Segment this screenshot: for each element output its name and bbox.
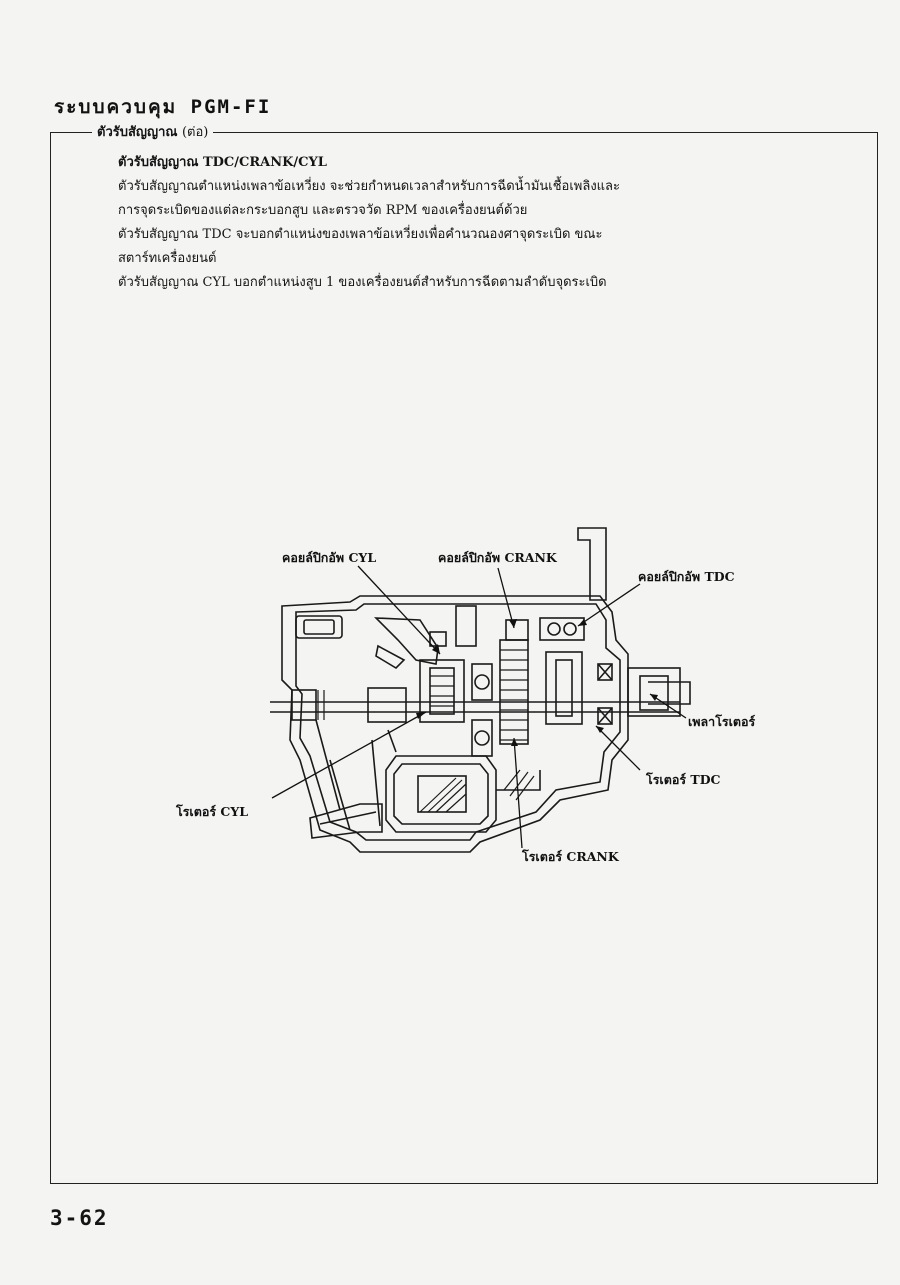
label-rotor-shaft: เพลาโรเตอร์ [688,714,756,729]
hatch-detail [318,650,534,812]
paragraph-3: ตัวรับสัญญาณ CYL บอกตำแหน่งสูบ 1 ของเครื่องยนต์สำหรับการฉีดตามลำดับจุดระเบิด [118,275,607,290]
paragraph-2-line-2: สตาร์ทเครื่องยนต์ [118,251,217,266]
leader-lines [272,566,686,848]
page-number: 3-62 [50,1206,109,1230]
housing-outline [270,528,690,852]
paragraph-1-line-1: ตัวรับสัญญาณตำแหน่งเพลาข้อเหวี่ยง จะช่วยกำหนดเวลาสำหรับการฉีดน้ำมันเชื้อเพลิงและ [118,179,621,194]
label-crank-rotor: โรเตอร์ CRANK [522,849,619,864]
label-cyl-rotor: โรเตอร์ CYL [176,804,249,819]
paragraph-2-line-1: ตัวรับสัญญาณ TDC จะบอกตำแหน่งของเพลาข้อเหวี่ยงเพื่อคำนวณองศาจุดระเบิด ขณะ [118,227,603,242]
label-crank-pickup-coil: คอยล์ปิกอัพ CRANK [438,550,557,565]
page-header-title: ระบบควบคุม PGM-FI [54,96,272,118]
label-cyl-pickup-coil: คอยล์ปิกอัพ CYL [282,550,377,565]
label-tdc-pickup-coil: คอยล์ปิกอัพ TDC [638,569,735,584]
section-title-text: ตัวรับสัญญาณ [97,125,178,140]
paragraph-1-line-2: การจุดระเบิดของแต่ละกระบอกสูบ และตรวจวัด RPM ของเครื่องยนต์ด้วย [118,203,528,218]
leader-arrowheads [416,619,658,746]
subtitle-text: ตัวรับสัญญาณ TDC/CRANK/CYL [118,155,327,170]
section-continued: (ต่อ) [181,125,209,140]
label-tdc-rotor: โรเตอร์ TDC [646,772,721,787]
